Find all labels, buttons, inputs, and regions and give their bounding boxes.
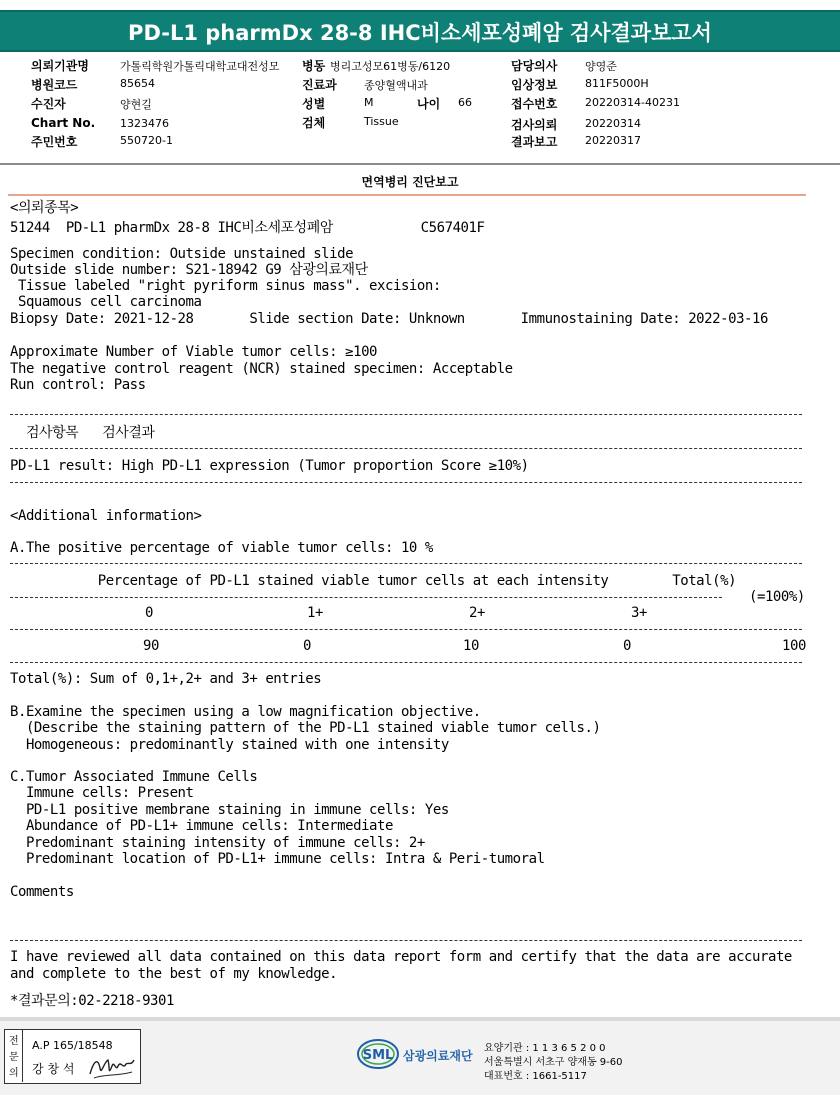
dashed-divider — [10, 662, 802, 663]
section-b-heading: B.Examine the specimen using a low magnification objective. — [10, 704, 481, 720]
department-value: 종양혈액내과 — [364, 79, 428, 92]
intensity-header-1plus: 1+ — [307, 605, 323, 621]
department-label: 진료과 — [302, 78, 337, 92]
ward-label: 병동 — [302, 59, 326, 73]
report-date-label: 결과보고 — [511, 135, 558, 149]
section-title: 면역병리 진단보고 — [361, 175, 459, 189]
request-date-value: 20220314 — [585, 117, 641, 130]
resident-no-label: 주민번호 — [31, 135, 78, 149]
ap-number: A.P 165/18548 — [32, 1039, 113, 1052]
section-title-underline — [8, 194, 806, 196]
membrane-staining-line: PD-L1 positive membrane staining in immune cells: Yes — [10, 802, 449, 818]
stamp-side-label — [4, 1029, 23, 1082]
resident-no-value: 550720-1 — [120, 134, 173, 147]
intensity-total: 100 — [782, 638, 806, 654]
intensity-value-0: 90 — [143, 638, 159, 654]
result-table-header: 검사항목 검사결과 — [10, 425, 155, 441]
intensity-header-0: 0 — [145, 605, 153, 621]
intensity-value-2plus: 10 — [463, 638, 479, 654]
clinical-info-label: 임상정보 — [511, 78, 558, 92]
certification-line-2: and complete to the best of my knowledge. — [10, 966, 338, 982]
intensity-value-1plus: 0 — [303, 638, 311, 654]
institution-label: 의뢰기관명 — [31, 59, 89, 73]
sml-logo-icon — [357, 1038, 399, 1070]
stamp-side-char: 전 — [9, 1036, 19, 1047]
receipt-no-label: 접수번호 — [511, 97, 558, 111]
positive-percentage-line: A.The positive percentage of viable tumor cells: 10 % — [10, 540, 433, 556]
sex-label: 성별 — [302, 97, 326, 111]
dashed-divider — [10, 414, 802, 415]
staining-intensity-line: Predominant staining intensity of immune cells: 2+ — [10, 835, 425, 851]
specimen-value: Tissue — [364, 115, 399, 128]
stamp-side-char: 문 — [9, 1052, 19, 1063]
report-date-value: 20220317 — [585, 134, 641, 147]
age-label: 나이 — [417, 97, 441, 111]
dashed-divider — [10, 563, 802, 564]
certification-line-1: I have reviewed all data contained on this data report form and certify that the data are accurate — [10, 949, 792, 965]
ward-value: 병리고성모61병동/6120 — [330, 60, 451, 73]
hospital-code-value: 85654 — [120, 77, 155, 90]
sex-value: M — [364, 96, 374, 109]
chart-no-label: Chart No. — [31, 116, 96, 130]
lab-name: 삼광의료재단 — [403, 1049, 473, 1063]
clinical-info-value: 811F5000H — [585, 77, 649, 90]
ncr-line: The negative control reagent (NCR) stained specimen: Acceptable — [10, 361, 513, 377]
location-line: Predominant location of PD-L1+ immune cells: Intra & Peri-tumoral — [10, 851, 545, 867]
intensity-value-3plus: 0 — [623, 638, 631, 654]
footer-divider — [0, 1017, 840, 1021]
immune-cells-line: Immune cells: Present — [10, 785, 194, 801]
section-c-heading: C.Tumor Associated Immune Cells — [10, 769, 258, 785]
dashed-divider — [10, 597, 722, 598]
specimen-label: 검체 — [302, 116, 326, 130]
outside-slide-number: Outside slide number: S21-18942 G9 삼광의료재단 — [10, 262, 368, 278]
request-item-heading: <의뢰종목> — [10, 200, 79, 216]
dashed-divider — [10, 482, 802, 483]
age-value: 66 — [458, 96, 472, 109]
additional-info-heading: <Additional information> — [10, 508, 202, 524]
report-title-bar — [0, 10, 840, 52]
patient-label: 수진자 — [31, 97, 66, 111]
dashed-divider — [10, 940, 802, 941]
stamp-side-char: 의 — [9, 1068, 19, 1079]
section-b-describe: (Describe the staining pattern of the PD-L1 stained viable tumor cells.) — [10, 720, 601, 736]
sml-logo-text: SML — [362, 1048, 394, 1063]
dashed-divider — [10, 629, 802, 630]
comments-heading: Comments — [10, 884, 74, 900]
doctor-label: 담당의사 — [511, 59, 558, 73]
total-100-note: (=100%) — [749, 589, 805, 605]
institution-code: 요양기관 : 1 1 3 6 5 2 0 0 — [484, 1043, 606, 1054]
receipt-no-value: 20220314-40231 — [585, 96, 680, 109]
request-item-line: 51244 PD-L1 pharmDx 28-8 IHC비소세포성폐암 C567401F — [10, 220, 485, 236]
hospital-code-label: 병원코드 — [31, 78, 78, 92]
total-note-line: Total(%): Sum of 0,1+,2+ and 3+ entries — [10, 671, 322, 687]
patient-value: 양현길 — [120, 98, 152, 111]
intensity-header-2plus: 2+ — [469, 605, 485, 621]
inquiry-phone: *결과문의:02-2218-9301 — [10, 993, 174, 1009]
dates-line: Biopsy Date: 2021-12-28 Slide section Date: Unknown Immunostaining Date: 2022-03-16 — [10, 311, 768, 327]
institution-value: 가톨릭학원가톨릭대학교대전성모 — [120, 60, 280, 73]
request-date-label: 검사의뢰 — [511, 118, 558, 132]
header-divider — [0, 163, 840, 165]
pathologist-name: 강 창 석 — [32, 1062, 75, 1076]
lab-phone: 대표번호 : 1661-5117 — [484, 1071, 587, 1082]
page-title: PD-L1 pharmDx 28-8 IHC비소세포성폐암 검사결과보고서 — [128, 21, 712, 45]
intensity-table-title: Percentage of PD-L1 stained viable tumor cells at each intensity Total(%) — [10, 573, 737, 589]
doctor-value: 양영준 — [585, 60, 617, 73]
tissue-label-line: Tissue labeled "right pyriform sinus mass". excision: — [10, 278, 441, 294]
chart-no-value: 1323476 — [120, 117, 169, 130]
specimen-condition: Specimen condition: Outside unstained slide — [10, 246, 354, 262]
signature-image — [88, 1054, 136, 1082]
run-control-line: Run control: Pass — [10, 377, 146, 393]
dashed-divider — [10, 448, 802, 449]
lab-address: 서울특별시 서초구 양재동 9-60 — [484, 1057, 623, 1068]
viable-tumor-cells-line: Approximate Number of Viable tumor cells: ≥100 — [10, 344, 378, 360]
abundance-line: Abundance of PD-L1+ immune cells: Intermediate — [10, 818, 393, 834]
pdl1-result-line: PD-L1 result: High PD-L1 expression (Tumor proportion Score ≥10%) — [10, 458, 529, 474]
intensity-header-3plus: 3+ — [631, 605, 647, 621]
section-b-pattern: Homogeneous: predominantly stained with one intensity — [10, 737, 449, 753]
diagnosis-line: Squamous cell carcinoma — [10, 294, 202, 310]
